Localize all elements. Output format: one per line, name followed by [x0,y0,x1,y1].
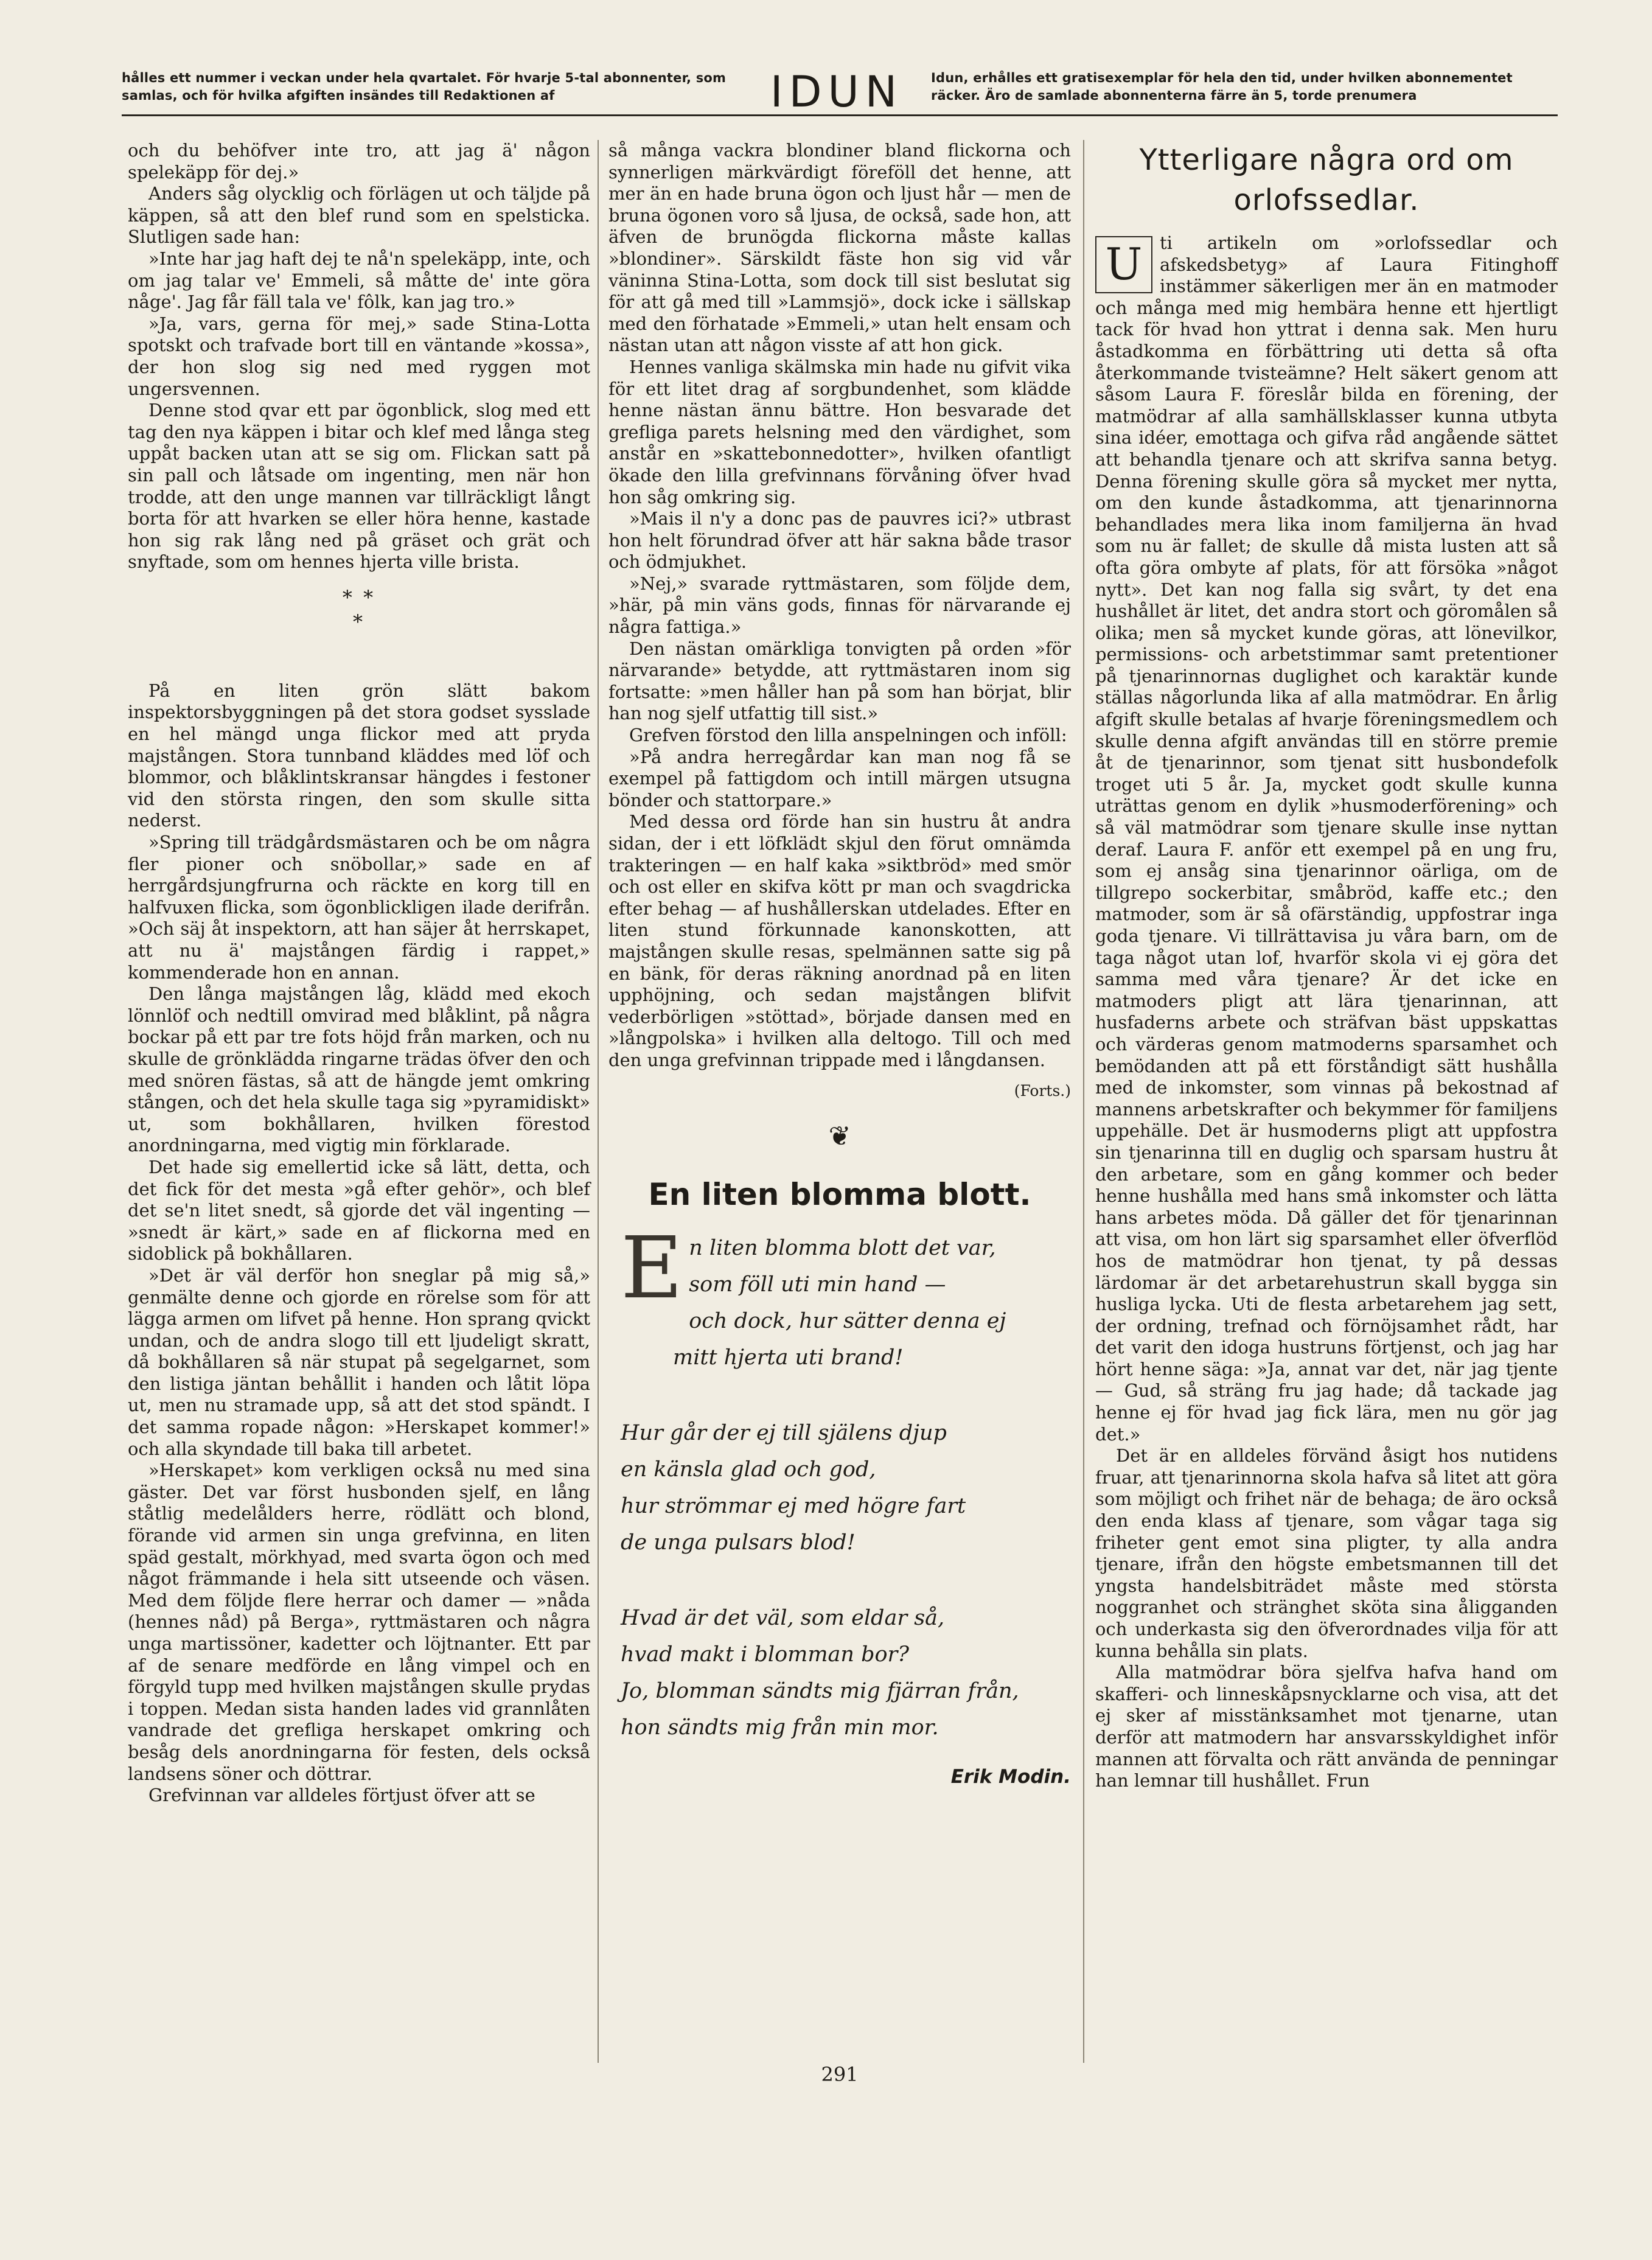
poem-line: och dock, hur sätter denna ej [689,1309,1006,1334]
paragraph: »Herskapet» kom verkligen också nu med sina gäster. Det var först husbonden sjelf, en lång ståtlig medelålders herre, rödlätt och blond, förande vid armen sin unga grefvinna, en liten späd gestalt, mörkhyad, med svarta ögon och med något främmande i hela sitt utseende och väsen. Med dem följde flere herrar och damer — »nåda (hennes nåd) på Berga», ryttmästaren och några unga martissöner, kadetter och löjtnanter. Ett par af de senare medförde en lång vimpel och en förgyld tupp med hvilken majstången skulle prydas i toppen. Medan sista handen lades vid grannlåten vandrade det grefliga herskapet omkring och besåg dels anordningarna för festen, dels också landsens söner och döttrar. [128,1460,590,1784]
header-right-text: Idun, erhålles ett gratisexemplar för hela den tid, under hvilken abonnementet räcker. Äro de samlade abonnenterna färre än 5, torde prenumera [931,71,1513,103]
paragraph: »Nej,» svarade ryttmästaren, som följde dem, »här, på min väns gods, finnas för närvarande ej några fattiga.» [608,573,1071,638]
column-2 [608,140,1071,1788]
paragraph: Alla matmödrar böra sjelfva hafva hand om skafferi- och linneskåpsnycklarne och visa, att det ej sker af misstänksamhet mot tjenarne, utan derför att matmodern har ansvarsskyldighet inför mannen att förvalta och rätt använda de penningar han lemnar till hushållet. Frun [1095,1662,1558,1791]
poem-line: en känsla glad och god, [621,1457,876,1482]
paragraph: Det är en alldeles förvänd åsigt hos nutidens fruar, att tjenarinnorna skola hafva så litet att göra som möjligt och frihet när de behaga; de äro också den enda klass af tjenare, som vågar taga sig friheter gent emot sina pligter, ty alla andra tjenare, ifrån den högste embetsmannen till det yngsta handelsbiträdet måste med största noggranhet och stränghet sköta sina åligganden och underkasta sig den öfverordnades vilja för att kunna behålla sin plats. [1095,1445,1558,1661]
drop-cap: E [621,1219,683,1319]
poem-line: som föll uti min hand — [689,1272,946,1297]
poem-line: hur strömmar ej med högre fart [621,1494,966,1519]
paragraph: Denne stod qvar ett par ögonblick, slog med ett tag den nya käppen i bitar och klef med långa steg uppåt backen utan att se sig om. Flickan satt på sin pall och låtsade om ingenting, men när hon trodde, att den unge mannen var tillräckligt långt borta för att hvarken se eller höra henne, kastade hon sig rak lång ned på gräset och grät och snyftade, som om hennes hjerta ville brista. [128,400,590,573]
paragraph: Grefven förstod den lilla anspelningen och inföll: [629,725,1067,746]
paragraph: Den långa majstången låg, klädd med ekoch lönnlöf och nedtill omvirad med blåklint, på några bockar på ett par tre fots höjd från marken, och nu skulle de grönklädda ringarne trädas öfver den och med snören fästas, så att de hängde jemt omkring stången, och det hela skulle taga sig »pyramidiskt» ut, som bokhållaren, hvilken förestod anordningarna, med vigtig min förklarade. [128,983,590,1156]
stars-top: * * [342,585,376,609]
poem-line: Jo, blomman sändts mig fjärran från, [621,1679,1019,1704]
header-left-text: hålles ett nummer i veckan under hela qvartalet. För hvarje 5-tal abonnenter, som samlas, och för hvilka afgiften insändes till Redaktionen af [122,71,727,103]
article-title: Ytterligare några ord om orlofssedlar. [1139,143,1514,217]
paragraph: Den nästan omärkliga tonvigten på orden »för närvarande» betydde, att ryttmästaren inom sig fortsatte: »men håller han på som han börjat, blir han nog sjelf utfattig till sist.» [608,638,1071,724]
poem-author: Erik Modin. [950,1766,1071,1788]
masthead-title: IDUN [770,67,904,117]
paragraph-text: ti artikeln om »orlofssedlar och afskedsbetyg» af Laura Fitinghoff instämmer säkerligen mer än en matmoder och många med mig hembära henne ett hjertligt tack för hvad hon yttrat i denna sak. Men huru åstadkomma en förbättring uti detta så ofta återkommande tvisteämne? Helt säkert genom att såsom Laura F. föreslår bilda en förening, der matmödrar af alla samhällsklasser kunna utbyta sina idéer, emottaga och gifva råd angående sättet att behandla tjenare och att skrifva sanna betyg. Denna förening skulle göra så mycket mer nytta, om den kunde åstadkomma, att tjenarinnorna behandlades mera lika inom familjerna än hvad som nu är fallet; de skulle då mista lusten att så ofta göra ombyte af plats, för att försöka »något nytt». Det kan nog falla sig svårt, ty det ena hushållet är litet, det andra stort och göromålen så olika; men så mycket kunde göras, att lönevilkor, permissions- och arbetstimmar samt pretentioner på tjenarinnornas duglighet och karaktär kunde ställas någorlunda lika af alla matmödrar. En årlig afgift skulle betalas af hvarje föreningsmedlem och skulle denna afgift användas till en större premie åt de tjenarinnor, som tjenat sitt husbondefolk troget uti 5 år. Ja, mycket godt skulle kunna uträttas genom en dylik »husmoderförening» och så väl matmödrar som tjenare skulle inse nyttan deraf. Laura F. anför ett exempel på en ung fru, som ej ansåg sina tjenarinnor oärliga, om de tillgrepo sockerbitar, småbröd, kaffe etc.; den matmoder, som är så ofärständig, uppfostrar inga goda tjenare. Vi tillrättavisa ju våra barn, om de taga något utan lof, hvarför skola vi ej göra det samma med våra tjenare? Är det icke en matmoders pligt att lära tjenarinnan, att husfaderns arbete och sträfvan bäst uppskattas och värderas genom matmoderns sparsamhet och bemödanden att på ett förståndigt sätt hushålla med de inkomster, som vinnas på bekostnad af mannens arbetskrafter och bekymmer för familjens uppehälle. Det är husmoderns pligt att uppfostra sin tjenarinna till en duglig och sparsam hustru åt den arbetare, som en gång kommer och beder henne hushålla med hans små inkomster och lätta hans arbetes möda. Då gäller det för tjenarinnan att visa, om hon lärt sig sparsamhet eller öfverflöd hos de matmödrar hon tjenat, ty på dessas lärdomar är det arbetarehustrun skall bygga sin husliga lycka. Uti de flesta arbetarehem jag sett, der ordning, trefnad och förnöjsamhet rådt, har det varit den idoga hustruns förtjenst, och jag har hört henne säga: »Ja, annat var det, när jag tjente — Gud, så sträng fru jag hade; då tackade jag henne ej för hvad jag fick lära, men nu gör jag det.» [1095,232,1558,1445]
column-1 [128,140,590,1807]
poem-line: Hvad är det väl, som eldar så, [621,1606,945,1631]
paragraph: »Inte har jag haft dej te nå'n spelekäpp, inte, och om jag talar ve' Emmeli, så måtte de' inte göra någe'. Jag får fäll tala ve' fôlk, kan jag tro.» [128,248,590,313]
paragraph: »Ja, vars, gerna för mej,» sade Stina-Lotta spotskt och trafvade bort till en väntande »kossa», der hon slog sig ned med ryggen mot ungersvennen. [128,313,590,399]
flower-ornament-icon: ❦ [828,1121,851,1153]
paragraph: Med dessa ord förde han sin hustru åt andra sidan, der i ett löfklädt skjul den förut omnämda trakteringen — en half kaka »siktbröd» med smör och ost eller en skifva kött pr man och svagdricka efter behag — af hushållerskan utdelades. Efter en liten stund förkunnade kanonskotten, att majstången skulle resas, spelmännen satte sig på en bänk, för deras räkning anordnad på en liten upphöjning, och sedan majstången blifvit vederbörligen »stöttad», började dansen med en »långpolska» i hvilken alla deltogo. Till och med den unga grefvinnan trippade med i långdansen. [608,811,1071,1070]
paragraph: Grefvinnan var alldeles förtjust öfver att se [148,1785,535,1806]
poem-line: n liten blomma blott det var, [689,1236,996,1261]
paragraph: Hennes vanliga skälmska min hade nu gifvit vika för ett litet drag af sorgbundenhet, som klädde henne nästan ännu bättre. Hon besvarade det grefliga parets helsning med den värdighet, som anstår en »skattebonnedotter», hvilken ofantligt ökade den lilla grefvinnans förvåning öfver hvad hon såg omkring sig. [608,356,1071,507]
poem-line: hvad makt i blomman bor? [621,1642,910,1667]
paragraph: så många vackra blondiner bland flickorna och synnerligen märkvärdigt föreföll det henne, att mer än en hade bruna ögon och ljust hår — men de bruna ögonen voro så ljusa, de också, sade hon, att äfven de brunögda flickorna måste kallas »blondiner». Särskildt fäste hon sig vid vår väninna Stina-Lotta, som dock till sist beslutat sig för att gå med till »Lammsjö», dock icke i sällskap med den förhatade »Emmeli,» utan helt ensam och nästan utan att någon visste af att hon gick. [608,140,1071,356]
paragraph [1095,232,1558,1445]
paragraph: »På andra herregårdar kan man nog få se exempel på fattigdom och intill märgen utsugna bönder och stattorpare.» [608,746,1071,811]
poem [608,1219,1071,1746]
page-header [122,66,1558,116]
paragraph: »Det är väl derför hon sneglar på mig så,» genmälte denne och gjorde en rörelse som för att lägga armen om lifvet på henne. Hon sprang qvickt undan, och de andra slogo till ett ljudeligt skratt, då bokhållaren så när stupat på segelgarnet, som den listiga jäntan behållit i handen och låtit löpa ut, men nu stramade upp, så att det stod spändt. I det samma ropade någon: »Herskapet kommer!» och alla skyndade till baka till arbetet. [128,1264,590,1459]
stars-bottom: * [353,610,365,633]
poem-line: mitt hjerta uti brand! [673,1345,904,1370]
poem-title: En liten blomma blott. [648,1176,1031,1212]
column-rule [1083,140,1084,2063]
paragraph: »Mais il n'y a donc pas de pauvres ici?» utbrast hon helt förundrad öfver att här sakna både trasor och ödmjukhet. [608,508,1071,573]
section-break [128,585,590,633]
page-number: 291 [821,2063,859,2086]
paragraph: och du behöfver inte tro, att jag ä' någon spelekäpp för dej.» [128,140,590,183]
poem-line: hon sändts mig från min mor. [621,1715,939,1740]
stanza [621,1219,1071,1376]
initial-letter: U [1095,236,1152,293]
poem-line: Hur går der ej till själens djup [621,1421,947,1446]
poem-line: de unga pulsars blod! [621,1530,856,1555]
paragraph: På en liten grön slätt bakom inspektorsbyggningen på det stora godset sysslade en hel mängd unga flickor med att pryda majstången. Stora tunnband kläddes med löf och blommor, och blåklintskransar hängdes i festoner vid den största ringen, den som skulle sitta nederst. [128,680,590,831]
stanza [621,1415,1071,1561]
stanza [621,1600,1071,1746]
paragraph: Anders såg olycklig och förlägen ut och täljde på käppen, så att den blef rund som en spelsticka. Slutligen sade han: [128,183,590,248]
paragraph: Det hade sig emellertid icke så lätt, detta, och det fick för det mesta »gå efter gehör», och blef det se'n litet snedt, så gjorde det väl ingenting — »snedt är kärt,» sade en af flickorna med en sidoblick på bokhållaren. [128,1156,590,1264]
continued-note: (Forts.) [1014,1081,1071,1100]
column-rule [598,140,599,2063]
column-3 [1095,140,1558,1792]
paragraph: »Spring till trädgårdsmästaren och be om några fler pioner och snöbollar,» sade en af herrgårdsjungfrurna och räckte en korg till en halfvuxen flicka, som ögonblickligen ilade derifrån. »Och säj åt inspektorn, att han säjer åt herrskapet, att nu ä' majstången färdig i rappet,» kommenderade hon en annan. [128,832,590,983]
